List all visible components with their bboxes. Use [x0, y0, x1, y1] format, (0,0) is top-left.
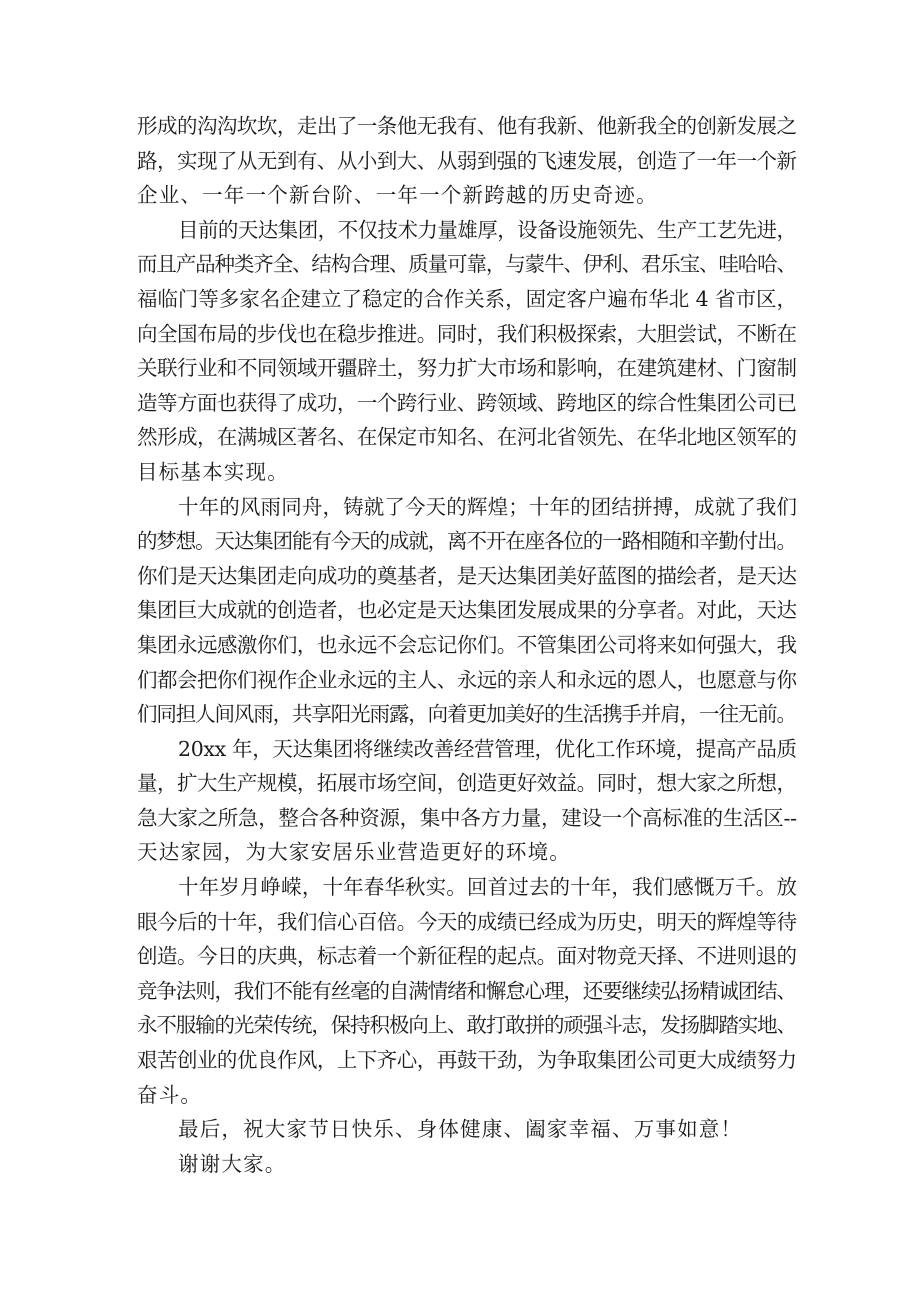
paragraph-first-line: 最后，祝大家节日快乐、身体健康、阖家幸福、万事如意！	[178, 1117, 743, 1142]
text-line: 而且产品种类齐全、结构合理、质量可靠，与蒙牛、伊利、君乐宝、哇哈哈、	[137, 252, 796, 277]
text-line: 企业、一年一个新台阶、一年一个新跨越的历史奇迹。	[137, 183, 658, 208]
paragraph-first-line: 谢谢大家。	[178, 1151, 287, 1176]
text-line: 的梦想。天达集团能有今天的成就，离不开在座各位的一路相随和辛勤付出。	[137, 529, 796, 554]
text-line: 艰苦创业的优良作风，上下齐心，再鼓干劲，为争取集团公司更大成绩努力	[137, 1048, 797, 1073]
text-line: 竞争法则，我们不能有丝毫的自满情绪和懈怠心理，还要继续弘扬精诚团结、	[137, 978, 796, 1003]
text-line: 永不服输的光荣传统，保持积极向上、敢打敢拼的顽强斗志，发扬脚踏实地、	[137, 1013, 796, 1038]
text-line: 福临门等多家名企建立了稳定的合作关系，固定客户遍布华北 4 省市区，	[137, 286, 797, 311]
text-line: 眼今后的十年，我们信心百倍。今天的成绩已经成为历史，明天的辉煌等待	[137, 909, 797, 934]
text-line: 量，扩大生产规模，拓展市场空间，创造更好效益。同时，想大家之所想，	[137, 771, 797, 796]
text-line: 创造。今日的庆典，标志着一个新征程的起点。面对物竞天择、不进则退的	[137, 944, 797, 969]
text-line: 急大家之所急，整合各种资源，集中各方力量，建设一个高标准的生活区--	[137, 805, 797, 830]
text-line: 关联行业和不同领域开疆辟土，努力扩大市场和影响，在建筑建材、门窗制	[137, 356, 797, 381]
text-line: 路，实现了从无到有、从小到大、从弱到强的飞速发展，创造了一年一个新	[137, 148, 797, 173]
text-line: 形成的沟沟坎坎，走出了一条他无我有、他有我新、他新我全的创新发展之	[137, 114, 797, 138]
text-line: 然形成，在满城区著名、在保定市知名、在河北省领先、在华北地区领军的	[137, 425, 797, 450]
speech-body-text	[137, 109, 797, 1181]
text-line: 集团永远感激你们，也永远不会忘记你们。不管集团公司将来如何强大，我	[137, 632, 797, 657]
paragraph-first-line: 目前的天达集团，不仅技术力量雄厚，设备设施领先、生产工艺先进，	[178, 217, 797, 242]
paragraph-first-line: 十年的风雨同舟，铸就了今天的辉煌；十年的团结拼搏，成就了我们	[178, 494, 798, 519]
text-line: 向全国布局的步伐也在稳步推进。同时，我们积极探索，大胆尝试，不断在	[137, 321, 797, 346]
paragraph-first-line: 十年岁月峥嵘，十年春华秋实。回首过去的十年，我们感慨万千。放	[178, 875, 798, 900]
text-line: 天达家园，为大家安居乐业营造更好的环境。	[137, 840, 571, 865]
text-line: 目标基本实现。	[137, 459, 289, 484]
text-line: 们同担人间风雨，共享阳光雨露，向着更加美好的生活携手并肩，一往无前。	[137, 702, 796, 727]
text-line: 集团巨大成就的创造者，也必定是天达集团发展成果的分享者。对此，天达	[137, 598, 797, 623]
text-line: 们都会把你们视作企业永远的主人、永远的亲人和永远的恩人，也愿意与你	[137, 667, 797, 692]
text-line: 造等方面也获得了成功，一个跨行业、跨领域、跨地区的综合性集团公司已	[137, 390, 797, 415]
text-line: 你们是天达集团走向成功的奠基者，是天达集团美好蓝图的描绘者，是天达	[137, 563, 797, 588]
paragraph-first-line: 20xx 年，天达集团将继续改善经营管理，优化工作环境，提高产品质	[178, 736, 797, 761]
text-line: 奋斗。	[137, 1082, 203, 1107]
